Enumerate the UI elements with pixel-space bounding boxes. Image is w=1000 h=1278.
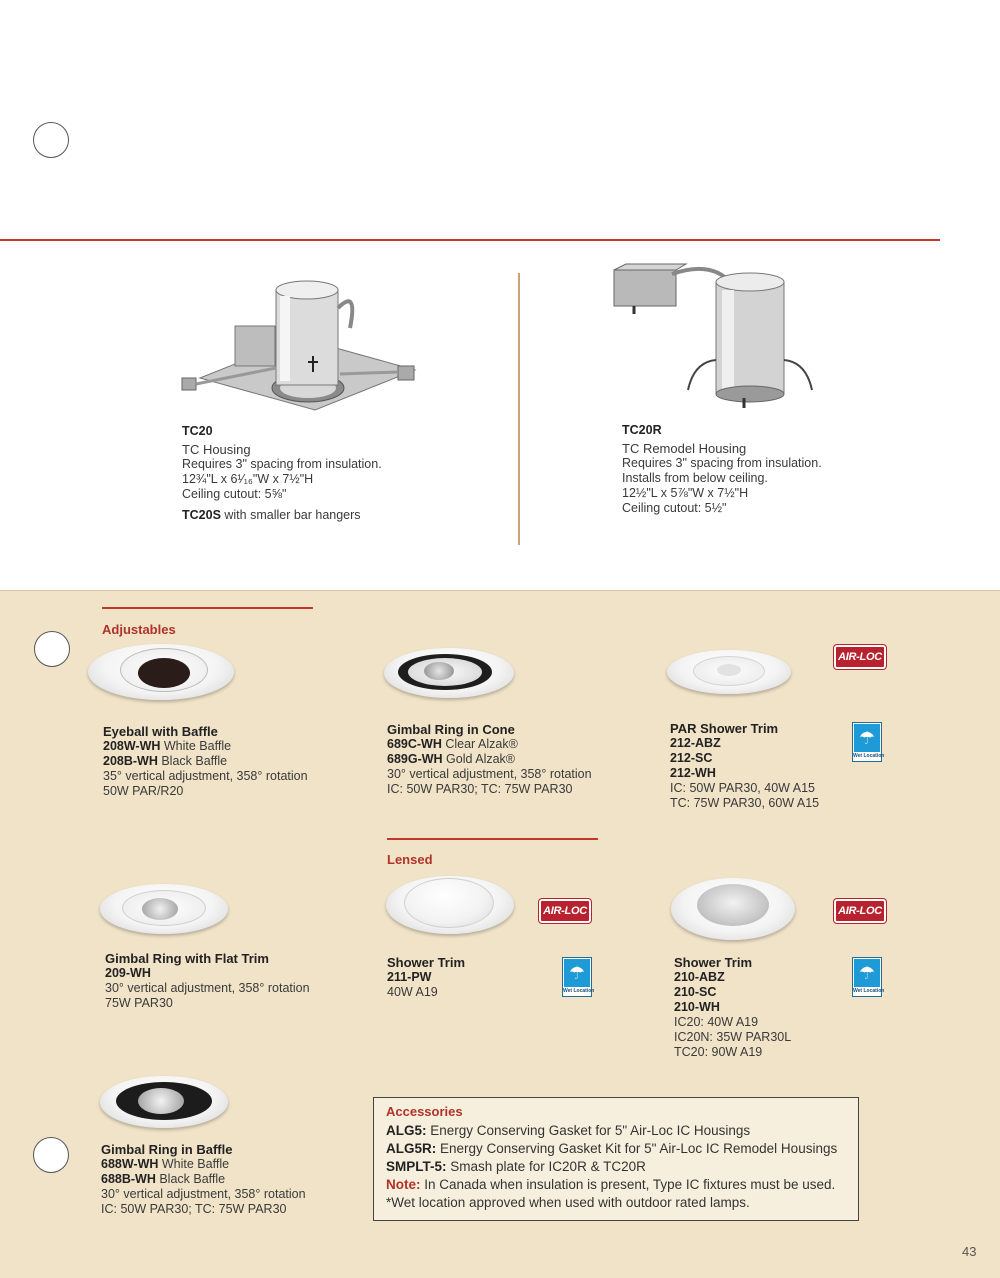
tc20r-line: 12½"L x 5⅞"W x 7½"H [622, 486, 749, 500]
shower-210-lamp-ic20n: IC20N: 35W PAR30L [674, 1030, 792, 1044]
shower-210-code: 210-SC [674, 985, 717, 999]
tc20r-line: Requires 3" spacing from insulation. [622, 456, 822, 470]
binder-hole-bottom [33, 1137, 69, 1173]
wet-location-badge [852, 722, 885, 762]
shower-211-lamp: 40W A19 [387, 985, 438, 999]
shower-210-code: 210-WH [674, 1000, 720, 1014]
umbrella-icon: ☂ [858, 962, 876, 983]
note-text: In Canada when insulation is present, Type IC fixtures must be used. [420, 1177, 836, 1192]
par-shower-title: PAR Shower Trim [670, 721, 779, 736]
header-rule [0, 239, 940, 241]
binder-hole-middle [34, 631, 70, 667]
page-number: 43 [962, 1244, 977, 1259]
eyeball-title: Eyeball with Baffle [103, 724, 218, 739]
tc20-description [182, 424, 382, 523]
wet-location-badge [562, 957, 595, 997]
wet-location-label: Wet Location [563, 988, 595, 994]
eyeball-trim-image [88, 644, 234, 700]
tc20-code: TC20 [182, 424, 213, 438]
shower-210-title: Shower Trim [674, 955, 753, 970]
umbrella-icon: ☂ [858, 727, 876, 748]
gimbal-flat-title: Gimbal Ring with Flat Trim [105, 951, 269, 966]
gimbal-flat-adjustment: 30° vertical adjustment, 358° rotation [105, 981, 310, 995]
gimbal-baffle-label-black: Black Baffle [155, 1172, 226, 1186]
gimbal-baffle-image [100, 1076, 228, 1128]
tc20r-line: Installs from below ceiling. [622, 471, 768, 485]
eyeball-lamp: 50W PAR/R20 [103, 784, 184, 798]
shower-210-description [674, 955, 791, 1060]
accessory-code: SMPLT-5: [386, 1159, 447, 1174]
tc20-line: Requires 3" spacing from insulation. [182, 457, 382, 471]
tc20r-code: TC20R [622, 423, 662, 437]
accessory-code: ALG5: [386, 1123, 427, 1138]
tc20-name: TC Housing [182, 442, 251, 457]
par-shower-description [670, 721, 819, 811]
eyeball-label-white: White Baffle [160, 739, 232, 753]
gimbal-baffle-adjustment: 30° vertical adjustment, 358° rotation [101, 1187, 306, 1201]
umbrella-icon: ☂ [568, 962, 586, 983]
airloc-badge: AIR-LOC [834, 899, 886, 923]
gimbal-baffle-description [101, 1142, 306, 1217]
gimbal-baffle-code-white: 688W-WH [101, 1157, 159, 1171]
gimbal-flat-lamp: 75W PAR30 [105, 996, 173, 1010]
shower-211-code: 211-PW [387, 970, 432, 984]
airloc-badge: AIR-LOC [539, 899, 591, 923]
lensed-title: Lensed [387, 852, 433, 867]
accessory-row [386, 1158, 846, 1176]
gimbal-flat-description [105, 951, 310, 1011]
par-shower-lamp-ic: IC: 50W PAR30, 40W A15 [670, 781, 815, 795]
shower-trim-211-image [386, 876, 514, 934]
tc20-line: 12¾"L x 6¹⁄₁₆"W x 7½"H [182, 472, 314, 486]
eyeball-code-white: 208W-WH [103, 739, 161, 753]
accessories-footnote: *Wet location approved when used with outdoor rated lamps. [386, 1195, 750, 1210]
tc20s-text: with smaller bar hangers [220, 508, 361, 522]
tc20s-code: TC20S [182, 508, 221, 522]
gimbal-cone-adjustment: 30° vertical adjustment, 358° rotation [387, 767, 592, 781]
eyeball-code-black: 208B-WH [103, 754, 158, 768]
accessory-text: Smash plate for IC20R & TC20R [446, 1159, 646, 1174]
par-shower-lamp-tc: TC: 75W PAR30, 60W A15 [670, 796, 820, 810]
accessory-note [386, 1176, 846, 1194]
tc20r-description [622, 423, 822, 516]
par-shower-code: 212-SC [670, 751, 713, 765]
gimbal-flat-code: 209-WH [105, 966, 151, 980]
gimbal-cone-lamp: IC: 50W PAR30; TC: 75W PAR30 [387, 782, 573, 796]
tc20-housing-image [180, 278, 420, 413]
accessory-row [386, 1140, 846, 1158]
binder-hole-top [33, 122, 69, 158]
gimbal-flat-trim-image [100, 884, 228, 934]
gimbal-cone-title: Gimbal Ring in Cone [387, 722, 515, 737]
gimbal-baffle-label-white: White Baffle [158, 1157, 230, 1171]
tc20r-housing-image [612, 262, 817, 412]
shower-210-lamp-tc20: TC20: 90W A19 [674, 1045, 763, 1059]
accessories-title: Accessories [386, 1104, 463, 1119]
gimbal-cone-code-gold: 689G-WH [387, 752, 443, 766]
accessory-text: Energy Conserving Gasket for 5" Air-Loc IC Housings [426, 1123, 751, 1138]
adjustables-title: Adjustables [102, 622, 176, 637]
gimbal-baffle-title: Gimbal Ring in Baffle [101, 1142, 233, 1157]
gimbal-cone-label-gold: Gold Alzak® [442, 752, 516, 766]
airloc-badge: AIR-LOC [834, 645, 886, 669]
note-label: Note: [386, 1177, 421, 1192]
tc20r-line: Ceiling cutout: 5½" [622, 501, 727, 515]
eyeball-adjustment: 35° vertical adjustment, 358° rotation [103, 769, 308, 783]
lensed-rule [387, 838, 598, 840]
accessory-row [386, 1122, 846, 1140]
shower-210-lamp-ic20: IC20: 40W A19 [674, 1015, 759, 1029]
gimbal-cone-code-clear: 689C-WH [387, 737, 442, 751]
shower-210-code: 210-ABZ [674, 970, 725, 984]
accessory-code: ALG5R: [386, 1141, 437, 1156]
shower-211-description [387, 955, 465, 1000]
accessory-text: Energy Conserving Gasket Kit for 5" Air-Loc IC Remodel Housings [436, 1141, 838, 1156]
tc20r-name: TC Remodel Housing [622, 441, 747, 456]
shower-trim-210-image [671, 878, 795, 940]
par-shower-code: 212-ABZ [670, 736, 721, 750]
par-shower-code: 212-WH [670, 766, 716, 780]
shower-211-title: Shower Trim [387, 955, 466, 970]
gimbal-cone-description [387, 722, 592, 797]
par-shower-trim-image [667, 650, 791, 694]
gimbal-cone-image [384, 648, 514, 698]
tc20-line: Ceiling cutout: 5⅝" [182, 487, 287, 501]
wet-location-label: Wet Location [853, 753, 885, 759]
wet-location-label: Wet Location [853, 988, 885, 994]
gimbal-cone-label-clear: Clear Alzak® [441, 737, 518, 751]
accessories-box [373, 1097, 859, 1221]
housing-divider [518, 273, 520, 545]
gimbal-baffle-code-black: 688B-WH [101, 1172, 156, 1186]
adjustables-rule [102, 607, 313, 609]
wet-location-badge [852, 957, 885, 997]
eyeball-label-black: Black Baffle [157, 754, 228, 768]
eyeball-description [103, 724, 308, 799]
gimbal-baffle-lamp: IC: 50W PAR30; TC: 75W PAR30 [101, 1202, 287, 1216]
